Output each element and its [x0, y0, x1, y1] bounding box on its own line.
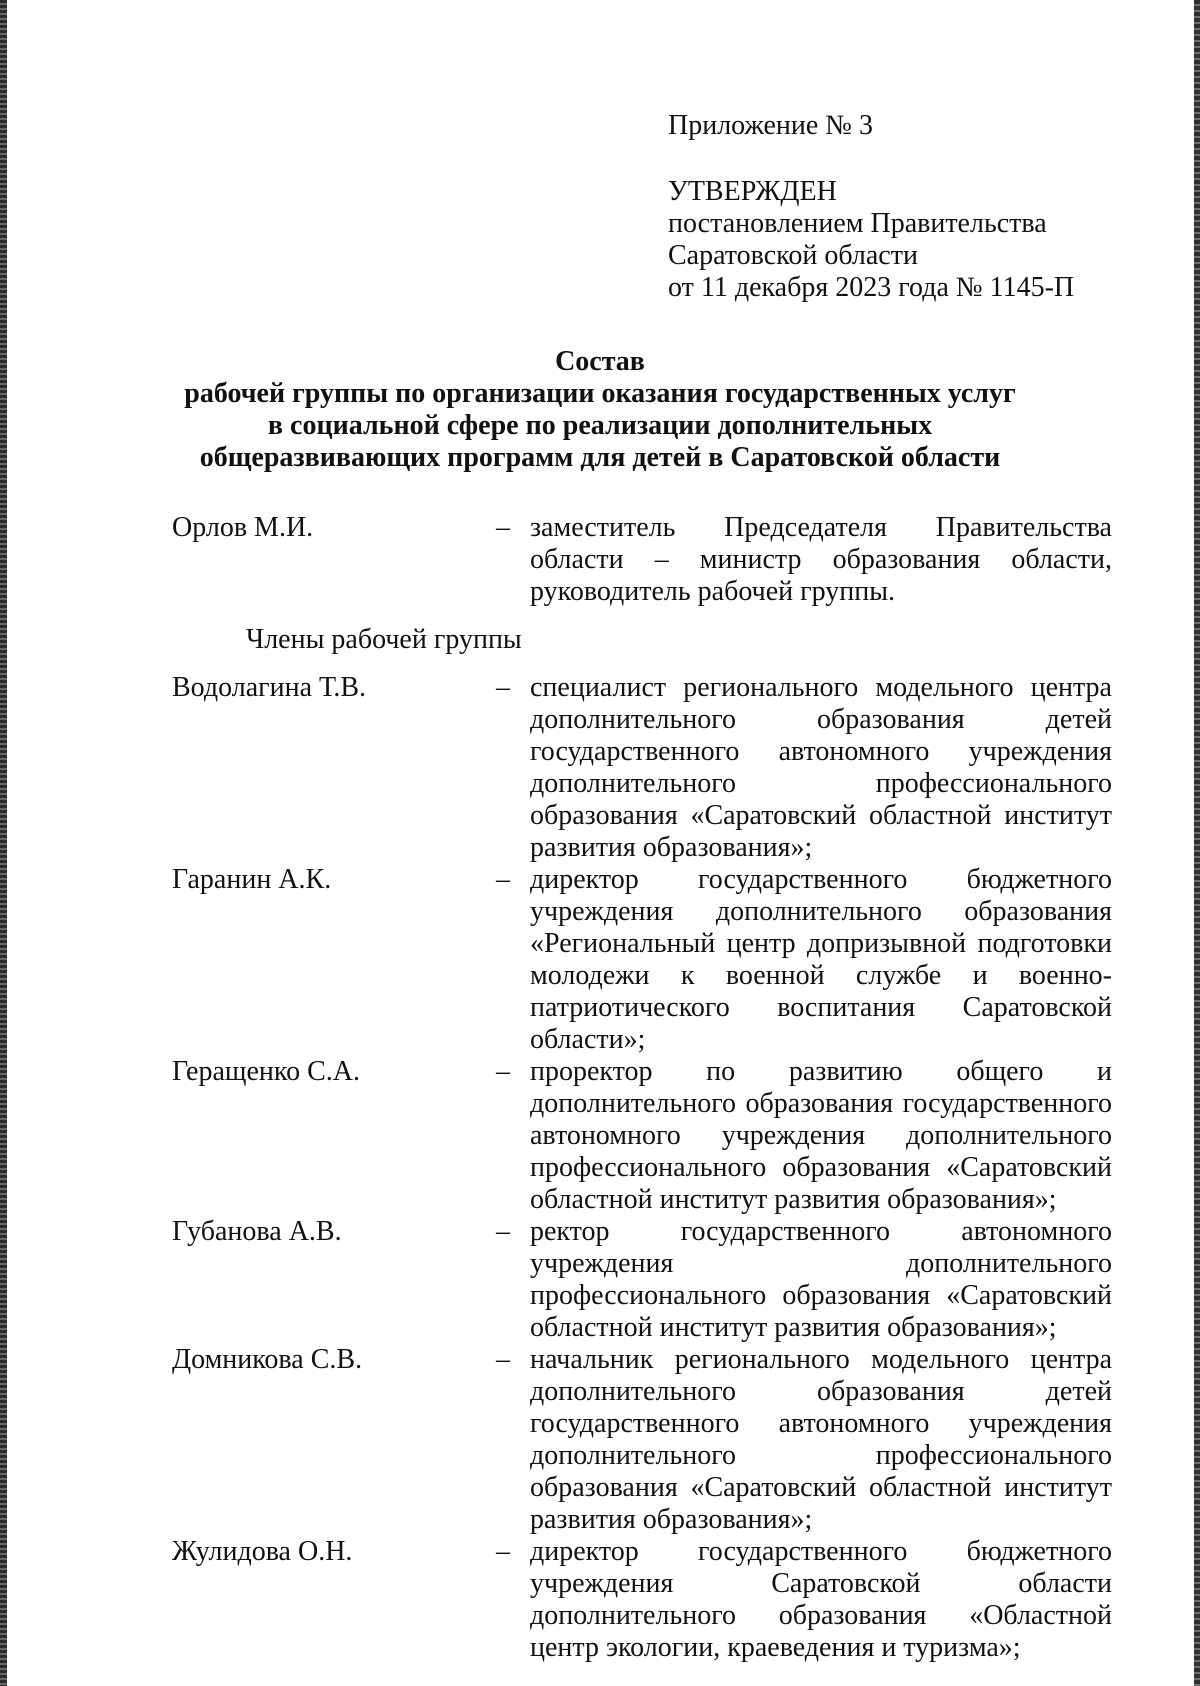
member-position: ректор государственного автономного учреждения дополнительного профессионального образования «Саратовский областной институт развития образования»; [530, 1216, 1112, 1343]
scan-edge-left [0, 0, 7, 1686]
member-position: заместитель Председателя Правительства области – министр образования области, руководитель рабочей группы. [530, 512, 1112, 607]
approved-stamp-text: УТВЕРЖДЕН [668, 176, 837, 207]
member-name: Геращенко С.А. [172, 1056, 360, 1087]
member-name: Водолагина Т.В. [172, 672, 367, 703]
scan-edge-right [1194, 0, 1200, 1686]
roster-entry [172, 1344, 1112, 1536]
dash-separator: – [496, 672, 510, 703]
title-line-3: в социальной сфере по реализации дополнительных [267, 410, 933, 441]
member-name: Жулидова О.Н. [172, 1536, 353, 1567]
member-position: директор государственного бюджетного учреждения дополнительного образования «Региональный центр допризывной подготовки молодежи к военной службе и военно-патриотического воспитания Саратовской области»; [530, 864, 1112, 1055]
member-position: специалист регионального модельного центра дополнительного образования детей государственного автономного учреждения дополнительного профессионального образования «Саратовский областной институт развития образования»; [530, 672, 1112, 863]
member-position: проректор по развитию общего и дополнительного образования государственного автономного учреждения дополнительного профессионального образования «Саратовский областной институт развития образования»; [530, 1056, 1112, 1215]
title-line-1: Состав [555, 346, 645, 377]
member-name: Орлов М.И. [172, 512, 314, 543]
title-line-2: рабочей группы по организации оказания государственных услуг [184, 378, 1016, 409]
roster-head-entry [172, 512, 1112, 608]
approval-block [668, 110, 1168, 304]
roster [172, 512, 1112, 1664]
member-position: директор государственного бюджетного учреждения Саратовской области дополнительного образования «Областной центр экологии, краеведения и туризма»; [530, 1536, 1112, 1663]
roster-entry [172, 1216, 1112, 1344]
dash-separator: – [496, 1536, 510, 1567]
members-label: Члены рабочей группы [246, 624, 522, 655]
document-title [120, 346, 1080, 474]
approval-line-1: постановлением Правительства [668, 208, 1047, 239]
approval-line-3: от 11 декабря 2023 года № 1145-П [668, 272, 1075, 303]
member-position: начальник регионального модельного центра дополнительного образования детей государственного автономного учреждения дополнительного профессионального образования «Саратовский областной институт развития образования»; [530, 1344, 1112, 1535]
member-name: Губанова А.В. [172, 1216, 342, 1247]
dash-separator: – [496, 1344, 510, 1375]
roster-entry [172, 1056, 1112, 1216]
dash-separator: – [496, 1056, 510, 1087]
title-line-4: общеразвивающих программ для детей в Саратовской области [199, 442, 1001, 473]
roster-entry [172, 864, 1112, 1056]
approval-line-2: Саратовской области [668, 240, 918, 271]
member-name: Домникова С.В. [172, 1344, 363, 1375]
dash-separator: – [496, 1216, 510, 1247]
dash-separator: – [496, 864, 510, 895]
member-name: Гаранин А.К. [172, 864, 332, 895]
appendix-number: Приложение № 3 [668, 110, 873, 141]
roster-entry [172, 1536, 1112, 1664]
roster-entry [172, 672, 1112, 864]
dash-separator: – [496, 512, 510, 543]
